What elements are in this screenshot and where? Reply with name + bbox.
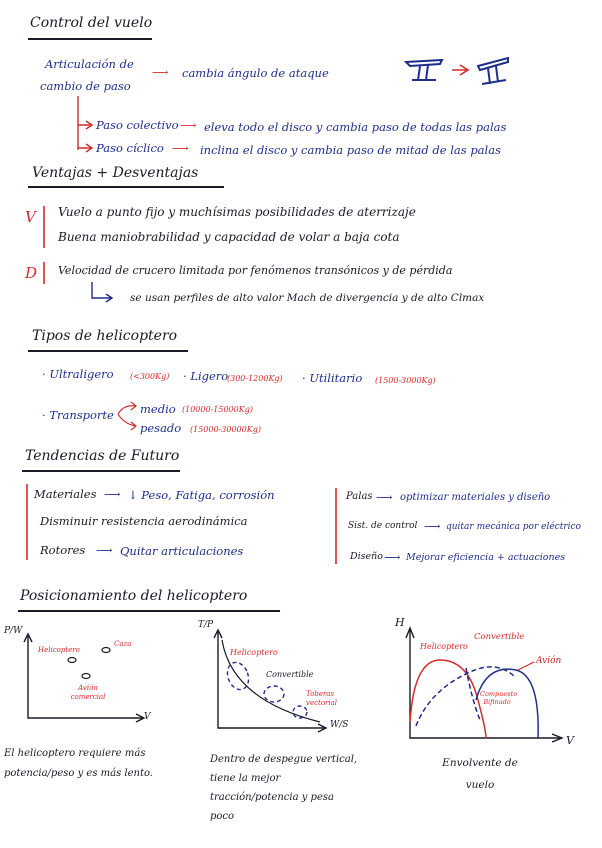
ciclico-label: Paso cíclico [96,141,164,155]
arrow-materiales: ⟶ [104,487,121,501]
tendencia-materiales: Materiales [34,487,97,501]
g1-caption: El helicoptero requiere más potencia/peso y es más lento. [4,748,153,779]
g1-point-heli [68,658,76,663]
g2-region-conv [264,686,284,702]
g3-y-axis: H [395,616,405,629]
arrow-rotores: ⟶ [96,543,113,557]
articulacion-label-1: Articulación de [45,57,134,71]
transporte-label: Transporte [49,408,114,422]
g2-trend-curve [222,640,320,722]
medio-label: medio [140,402,176,416]
d-sub-arrow [92,282,112,302]
palas-result: optimizar materiales y diseño [400,492,551,503]
g3-label-heli: Helicoptero [420,642,468,651]
arrow-result: cambia ángulo de ataque [182,66,329,80]
diseno-result: Mejorar eficiencia + actuaciones [406,552,566,563]
ultraligero-range: (<300Kg) [130,372,170,381]
g1-label-caza: Caza [114,640,132,648]
tipo-ultraligero: · Ultraligero [42,367,114,381]
g2-label-toberas: Toberas vectorial [306,690,338,707]
g3-label-avion: Avión [536,656,562,666]
g3-x-axis: V [566,734,574,747]
tipo-transporte: · Transporte [42,408,114,422]
ultraligero-label: Ultraligero [49,367,114,381]
utilitario-label: Utilitario [309,371,363,385]
g3-label-compuesto: Compuesto Bifinado [480,690,518,706]
tipo-utilitario: · Utilitario [302,371,363,385]
tendencia-palas: Palas [346,491,373,502]
blade-icon-flat [406,60,442,80]
arrow-1: ⟶ [152,65,169,79]
g3-envelope-heli [410,660,486,738]
g1-label-avion: Avión comercial [70,684,106,701]
ciclico-desc: inclina el disco y cambia paso de mitad de las palas [200,143,501,157]
title-control-vuelo: Control del vuelo [30,15,153,31]
colectivo-label: Paso colectivo [96,118,179,132]
materiales-result: ↓ Peso, Fatiga, corrosión [128,488,275,502]
ligero-label: Ligero [190,369,229,383]
g2-y-axis: T/P [198,620,214,630]
title-tendencias: Tendencias de Futuro [25,448,180,464]
tipo-ligero: · Ligero [183,369,229,383]
tendencia-rotores: Rotores [40,543,86,557]
tendencia-control: Sist. de control [348,521,418,531]
title-posicionamiento: Posicionamiento del helicoptero [20,588,248,604]
g2-label-conv: Convertible [266,670,314,679]
arrow-control: ⟶ [424,519,441,533]
ligero-range: (300-1200Kg) [227,374,283,383]
arrow-ciclico: ⟶ [172,141,189,155]
g2-x-axis: W/S [330,720,349,730]
g2-label-heli: Helicoptero [230,648,278,657]
title-tipos: Tipos de helicoptero [32,328,178,344]
arrow-colectivo: ⟶ [180,118,197,132]
colectivo-desc: eleva todo el disco y cambia paso de todas las palas [204,120,507,134]
g1-y-axis: P/W [4,626,23,636]
g1-point-caza [102,648,110,653]
ventaja-1: Vuelo a punto fijo y muchísimas posibilidades de aterrizaje [58,205,416,219]
blade-icon-tilted [478,58,508,84]
g3-envelope-conv [416,667,518,726]
title-ventajas: Ventajas + Desventajas [32,165,199,181]
g3-caption: Envolvente de vuelo [442,757,518,791]
desventaja-1: Velocidad de crucero limitada por fenómenos transónicos y de pérdida [58,264,453,277]
g2-caption: Dentro de despegue vertical, tiene la mejor tracción/potencia y pesa poco [210,754,358,822]
ventaja-2: Buena maniobrabilidad y capacidad de volar a baja cota [58,230,400,244]
tendencia-resistencia: Disminuir resistencia aerodinámica [40,514,248,528]
pesado-range: (15000-30000Kg) [190,425,261,434]
control-result: quitar mecánica por eléctrico [446,522,581,532]
transporte-branch-arrows [118,402,136,430]
blade-arrow-icon [452,65,468,75]
desventaja-1-sub: se usan perfiles de alto valor Mach de divergencia y de alto Clmax [130,292,485,304]
articulacion-label-2: cambio de paso [40,79,131,93]
g1-point-avion [82,674,90,679]
medio-range: (10000-15000Kg) [182,405,253,414]
g3-label-conv: Convertible [474,632,525,642]
tendencia-diseno: Diseño [350,551,383,562]
utilitario-range: (1500-3000Kg) [375,376,436,385]
g1-label-heli: Helicoptero [38,646,80,654]
arrow-diseno: ⟶ [384,550,401,564]
v-marker: V [25,208,36,226]
graph-2-axes [214,630,326,732]
rotores-result: Quitar articulaciones [120,544,244,558]
pesado-label: pesado [140,421,182,435]
arrow-palas: ⟶ [376,490,393,504]
g1-x-axis: V [144,712,151,722]
d-marker: D [25,264,38,282]
